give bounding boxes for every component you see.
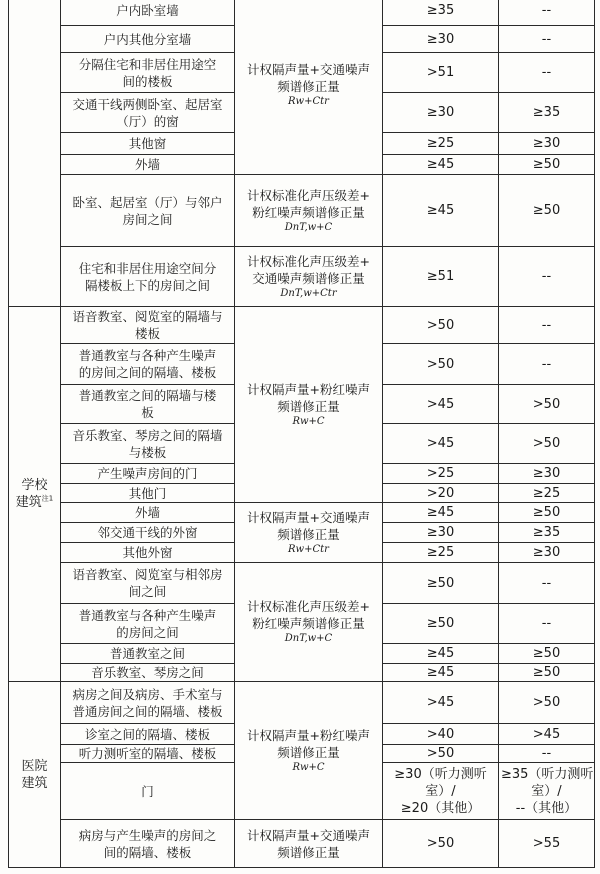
item-cell: 音乐教室、琴房之间 [61, 664, 235, 682]
req-a-cell: ≥45 [383, 503, 499, 523]
req-a-cell: >50 [383, 307, 499, 344]
req-a-cell: >45 [383, 682, 499, 724]
table-row [9, 820, 595, 868]
req-a-cell: ≥51 [383, 247, 499, 307]
req-b-cell: -- [499, 604, 595, 644]
item-cell: 邻交通干线的外窗 [61, 523, 235, 543]
req-b-cell: -- [499, 344, 595, 385]
table-row [9, 247, 595, 307]
req-b-cell: ≥35（听力测听 室）/ --（其他） [499, 763, 595, 820]
req-a-cell: >50 [383, 745, 499, 763]
req-a-cell: ≥30（听力测听 室）/ ≥20（其他） [383, 763, 499, 820]
metric-cell: 计权隔声量+粉红噪声 频谱修正量 Rw+C [235, 682, 383, 820]
formula-text: DnT,w+C [284, 633, 333, 644]
item-cell: 音乐教室、琴房之间的隔墙 与楼板 [61, 424, 235, 464]
req-a-cell: ≥35 [383, 0, 499, 26]
item-cell: 住宅和非居住用途空间分 隔楼板上下的房间之间 [61, 247, 235, 307]
metric-cell: 计权标准化声压级差+ 交通噪声频谱修正量 DnT,w+Ctr [235, 247, 383, 307]
req-a-cell: ≥45 [383, 175, 499, 247]
item-cell: 外墙 [61, 155, 235, 175]
req-b-cell: -- [499, 745, 595, 763]
req-b-cell: ≥30 [499, 543, 595, 563]
req-a-cell: >40 [383, 724, 499, 745]
item-cell: 语音教室、阅览室与相邻房 间之间 [61, 563, 235, 604]
metric-cell: 计权隔声量+粉红噪声 频谱修正量 Rw+C [235, 307, 383, 503]
req-a-cell: ≥30 [383, 523, 499, 543]
req-b-cell: -- [499, 26, 595, 53]
item-cell: 病房之间及病房、手术室与 普通房间之间的隔墙、楼板 [61, 682, 235, 724]
req-a-cell: ≥25 [383, 133, 499, 155]
formula-text: Rw+C [292, 761, 325, 773]
item-cell: 户内其他分室墙 [61, 26, 235, 53]
item-cell: 交通干线两侧卧室、起居室 （厅）的窗 [61, 93, 235, 133]
req-b-cell: ≥50 [499, 175, 595, 247]
table-row [9, 175, 595, 247]
formula-text: Rw+Ctr [288, 543, 329, 555]
req-a-cell: ≥25 [383, 543, 499, 563]
req-b-cell: >45 [499, 724, 595, 745]
req-b-cell: ≥30 [499, 133, 595, 155]
table-row [9, 307, 595, 344]
item-cell: 其他门 [61, 484, 235, 503]
req-a-cell: ≥50 [383, 604, 499, 644]
req-b-cell: ≥35 [499, 523, 595, 543]
item-cell: 其他窗 [61, 133, 235, 155]
item-cell: 普通教室之间的隔墙与楼 板 [61, 385, 235, 424]
table-row [9, 503, 595, 523]
formula-text: Rw+C [292, 415, 325, 427]
metric-cell: 计权隔声量+交通噪声 频谱修正量 Rw+Ctr [235, 0, 383, 175]
req-b-cell: ≥25 [499, 484, 595, 503]
table-row [9, 563, 595, 604]
item-cell: 诊室之间的隔墙、楼板 [61, 724, 235, 745]
item-cell: 分隔住宅和非居住用途空 间的楼板 [61, 53, 235, 93]
table-row [9, 682, 595, 724]
item-cell: 听力测听室的隔墙、楼板 [61, 745, 235, 763]
req-b-cell: ≥50 [499, 644, 595, 664]
item-cell: 其他外窗 [61, 543, 235, 563]
req-a-cell: >25 [383, 464, 499, 484]
req-b-cell: ≥50 [499, 664, 595, 682]
item-cell: 普通教室与各种产生噪声 的房间之间的隔墙、楼板 [61, 344, 235, 385]
req-a-cell: >20 [383, 484, 499, 503]
category-hospital: 医院 建筑 [9, 682, 61, 868]
req-b-cell: >50 [499, 682, 595, 724]
item-cell: 产生噪声房间的门 [61, 464, 235, 484]
req-b-cell: -- [499, 563, 595, 604]
req-a-cell: ≥45 [383, 664, 499, 682]
req-b-cell: >50 [499, 424, 595, 464]
category-residential [9, 0, 61, 307]
req-a-cell: ≥45 [383, 644, 499, 664]
metric-cell: 计权标准化声压级差+ 粉红噪声频谱修正量 DnT,w+C [235, 175, 383, 247]
req-b-cell: ≥30 [499, 464, 595, 484]
req-b-cell: -- [499, 247, 595, 307]
formula-text: Rw+Ctr [288, 96, 329, 107]
metric-cell: 计权标准化声压级差+ 粉红噪声频谱修正量 DnT,w+C [235, 563, 383, 682]
req-a-cell: ≥30 [383, 93, 499, 133]
req-a-cell: ≥50 [383, 563, 499, 604]
metric-cell: 计权隔声量+交通噪声 频谱修正量 Rw+Ctr [235, 503, 383, 563]
req-a-cell: >50 [383, 344, 499, 385]
req-b-cell: ≥50 [499, 503, 595, 523]
req-a-cell: ≥45 [383, 155, 499, 175]
item-cell: 普通教室之间 [61, 644, 235, 664]
footnote-mark: 注1 [41, 494, 54, 503]
table-row [9, 0, 595, 26]
formula-text: DnT,w+C [284, 221, 333, 233]
req-b-cell: >55 [499, 820, 595, 868]
item-cell: 户内卧室墙 [61, 0, 235, 26]
item-cell: 病房与产生噪声的房间之 间的隔墙、楼板 [61, 820, 235, 868]
req-b-cell: -- [499, 0, 595, 26]
item-cell: 外墙 [61, 503, 235, 523]
req-b-cell: ≥35 [499, 93, 595, 133]
item-cell: 语音教室、阅览室的隔墙与 楼板 [61, 307, 235, 344]
metric-cell: 计权隔声量+交通噪声 频谱修正量 [235, 820, 383, 868]
req-b-cell: -- [499, 53, 595, 93]
req-a-cell: >51 [383, 53, 499, 93]
req-a-cell: >45 [383, 385, 499, 424]
item-cell: 卧室、起居室（厅）与邻户 房间之间 [61, 175, 235, 247]
req-a-cell: >50 [383, 820, 499, 868]
req-b-cell: ≥50 [499, 155, 595, 175]
formula-text: DnT,w+Ctr [280, 287, 337, 299]
item-cell: 门 [61, 763, 235, 820]
category-school: 学校 建筑$^{注1}$ [9, 307, 61, 682]
sound-insulation-table [8, 0, 595, 868]
req-b-cell: >50 [499, 385, 595, 424]
req-a-cell: ≥30 [383, 26, 499, 53]
req-b-cell: -- [499, 307, 595, 344]
item-cell: 普通教室与各种产生噪声 的房间之间 [61, 604, 235, 644]
req-a-cell: >45 [383, 424, 499, 464]
